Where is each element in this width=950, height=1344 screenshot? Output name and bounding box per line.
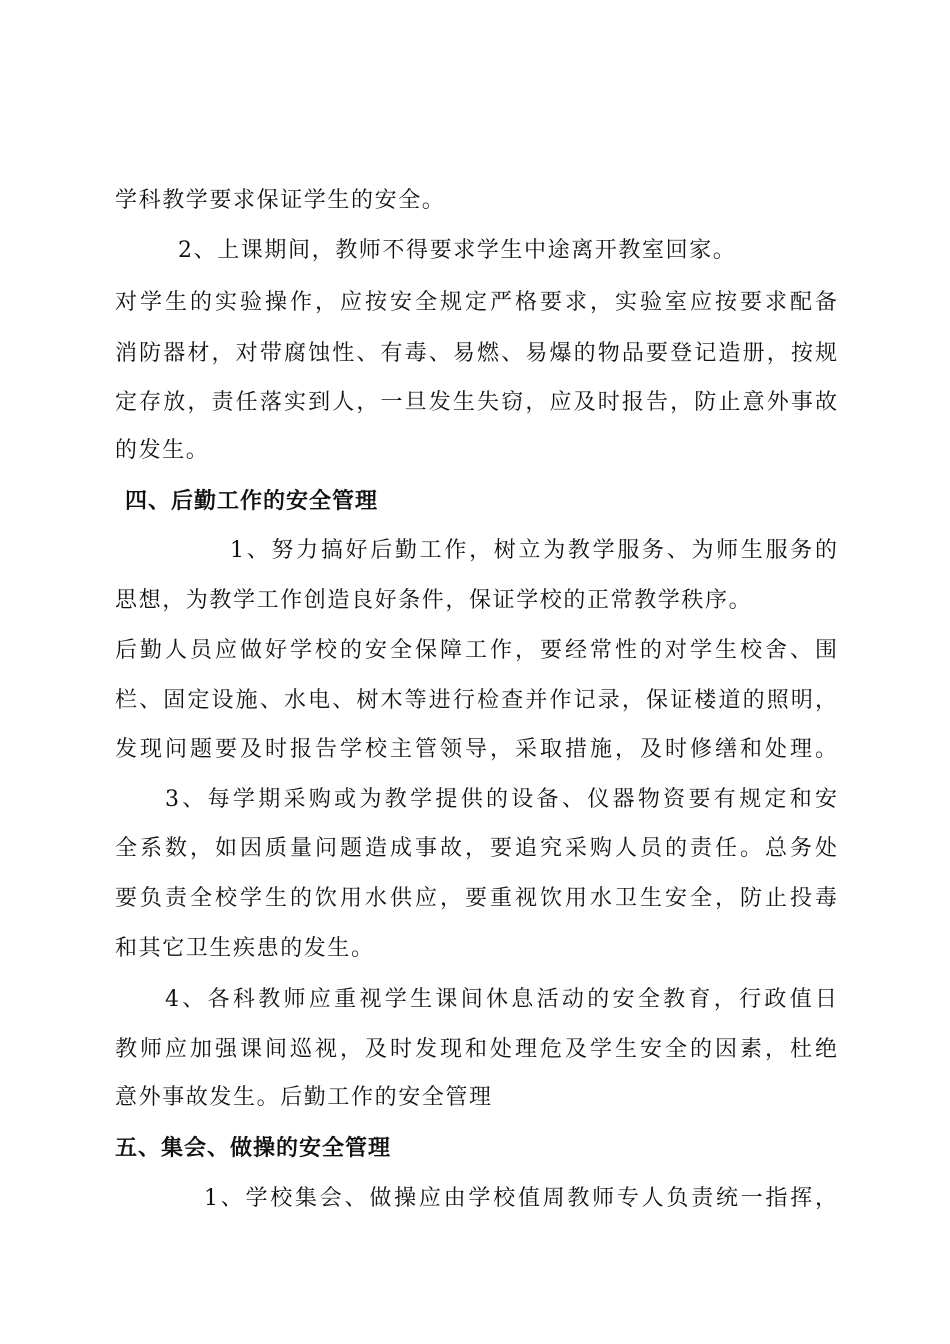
text-line: 1、努力搞好后勤工作，树立为教学服务、为师生服务的 xyxy=(230,538,837,563)
text-line: 和其它卫生疾患的发生。 xyxy=(115,936,375,961)
text-line: 3、每学期采购或为教学提供的设备、仪器物资要有规定和安 xyxy=(165,787,837,812)
text-line: 1、学校集会、做操应由学校值周教师专人负责统一指挥， xyxy=(204,1186,837,1211)
text-line: 后勤人员应做好学校的安全保障工作，要经常性的对学生校舍、围 xyxy=(115,638,837,663)
text-line: 的发生。 xyxy=(115,438,210,463)
text-line: 2、上课期间，教师不得要求学生中途离开教室回家。 xyxy=(178,238,737,263)
text-line: 发现问题要及时报告学校主管领导，采取措施，及时修缮和处理。 xyxy=(115,737,837,762)
text-line: 学科教学要求保证学生的安全。 xyxy=(115,188,446,213)
text-line: 思想，为教学工作创造良好条件，保证学校的正常教学秩序。 xyxy=(115,588,753,613)
text-line: 栏、固定设施、水电、树木等进行检查并作记录，保证楼道的照明， xyxy=(115,688,837,713)
text-line: 消防器材，对带腐蚀性、有毒、易燃、易爆的物品要登记造册，按规 xyxy=(115,341,837,366)
text-line: 定存放，责任落实到人，一旦发生失窃，应及时报告，防止意外事故 xyxy=(115,390,837,415)
text-line: 对学生的实验操作，应按安全规定严格要求，实验室应按要求配备 xyxy=(115,290,837,315)
text-line: 4、各科教师应重视学生课间休息活动的安全教育，行政值日 xyxy=(165,987,837,1012)
section-heading: 四、后勤工作的安全管理 xyxy=(125,488,379,514)
text-line: 要负责全校学生的饮用水供应，要重视饮用水卫生安全，防止投毒 xyxy=(115,886,837,911)
text-line: 全系数，如因质量问题造成事故，要追究采购人员的责任。总务处 xyxy=(115,836,837,861)
text-line: 意外事故发生。后勤工作的安全管理 xyxy=(115,1085,493,1110)
section-heading: 五、集会、做操的安全管理 xyxy=(115,1135,392,1161)
text-line: 教师应加强课间巡视，及时发现和处理危及学生安全的因素，杜绝 xyxy=(115,1037,837,1062)
